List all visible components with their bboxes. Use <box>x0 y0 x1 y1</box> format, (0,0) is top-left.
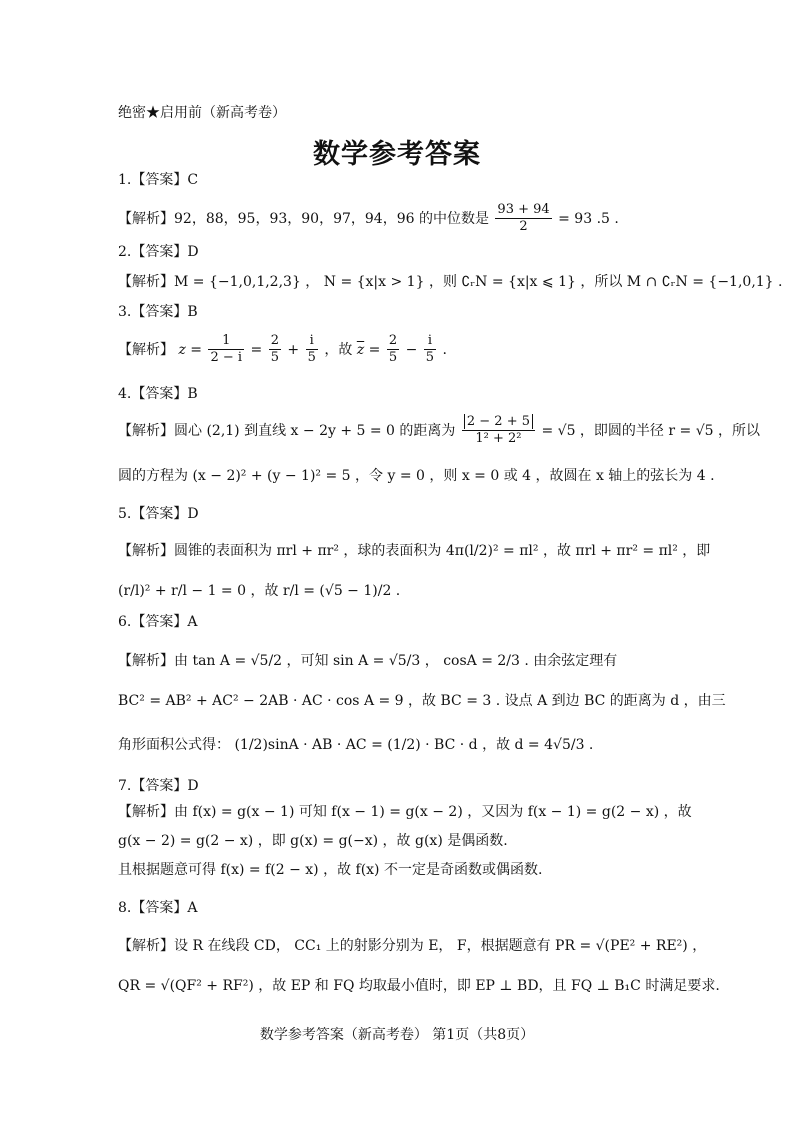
q3-f1-num: 1 <box>208 333 244 350</box>
q3-f4-num: 2 <box>387 333 399 350</box>
q4-radicand: 1² + 2² <box>475 431 522 447</box>
q6-analysis-line2: BC² = AB² + AC² − 2AB · AC · cos A = 9 ，故 BC = 3 . 设点 A 到边 BC 的距离为 d ，由三 <box>118 693 726 709</box>
q3-f2-den: 5 <box>270 350 279 366</box>
q4-analysis-line1 <box>118 414 760 448</box>
q3-f3-num: i <box>306 333 318 350</box>
q3-answer: 3.【答案】B <box>118 304 198 320</box>
q3-label: 【解析】 <box>118 341 174 358</box>
q3-zbar: $\overline{z}$ <box>356 341 365 358</box>
q7-answer: 7.【答案】D <box>118 778 199 794</box>
q1-result: = 93 .5 . <box>558 210 619 227</box>
q5-analysis-line2: (r/l)² + r/l − 1 = 0 ，故 r/l = (√5 − 1)/2 . <box>118 583 401 599</box>
q4-text-post: = √5 ，即圆的半径 r = √5 ，所以 <box>541 422 760 439</box>
q3-f5-num: i <box>424 333 436 350</box>
q3-z-eq: z = <box>178 341 203 358</box>
q7-analysis-line3: 且根据题意可得 f(x) = f(2 − x) ，故 f(x) 不一定是奇函数或偶函数. <box>118 862 543 878</box>
q3-mid: ，故 <box>324 341 357 358</box>
q3-frac-1 <box>208 333 244 367</box>
q1-text: 【解析】92，88，95，93，90，97，94，96 的中位数是 <box>118 210 489 227</box>
q4-fraction <box>462 414 535 448</box>
q6-answer: 6.【答案】A <box>118 614 198 630</box>
q1-answer: 1.【答案】C <box>118 172 199 188</box>
q7-analysis-line2: g(x − 2) = g(2 − x) ，即 g(x) = g(−x) ，故 g(x) 是偶函数. <box>118 833 508 849</box>
q3-analysis: 【解析】 z = $\frac{1}{2 - i}$ = $\frac{2}{5}$ + $\frac{i}{5}$ ，故 $\overline{z}$ = $\frac{2}{5}$ − $\frac{i}{5}$ . <box>118 333 447 366</box>
q4-frac-num <box>462 414 535 431</box>
q3-frac-5 <box>424 333 436 367</box>
q3-f3-den: 5 <box>307 350 316 366</box>
q6-analysis-line3: 角形面积公式得： (1/2)sinA · AB · AC = (1/2) · BC · d ，故 d = 4√5/3 . <box>118 737 594 753</box>
q6-analysis-line1: 【解析】由 tan A = √5/2 ，可知 sin A = √5/3 ， cosA = 2/3 . 由余弦定理有 <box>118 653 618 669</box>
page-title: 数学参考答案 <box>313 139 481 170</box>
q4-analysis-line2: 圆的方程为 (x − 2)² + (y − 1)² = 5 ，令 y = 0 ，则 x = 0 或 4 ，故圆在 x 轴上的弦长为 4 . <box>118 468 715 484</box>
q4-abs-numerator: 2 − 2 + 5 <box>464 414 533 429</box>
page-footer: 数学参考答案（新高考卷） 第1页（共8页） <box>259 1027 535 1043</box>
q3-f2-num: 2 <box>269 333 281 350</box>
q4-frac-den <box>462 431 535 447</box>
q4-answer: 4.【答案】B <box>118 386 198 402</box>
q3-f5-den: 5 <box>425 350 435 366</box>
q8-analysis-line1: 【解析】设 R 在线段 CD， CC₁ 上的射影分别为 E， F，根据题意有 PR = √(PE² + RE²) ， <box>118 938 707 954</box>
q3-f1-den: 2 − i <box>210 350 243 366</box>
q8-analysis-line2: QR = √(QF² + RF²) ，故 EP 和 FQ 均取最小值时，即 EP ⊥ BD，且 FQ ⊥ B₁C 时满足要求. <box>118 978 720 994</box>
q4-text-pre: 【解析】圆心 (2,1) 到直线 x − 2y + 5 = 0 的距离为 <box>118 422 456 439</box>
q3-frac-2 <box>269 333 281 367</box>
q1-frac-den: 2 <box>519 219 528 235</box>
q1-fraction <box>495 202 551 236</box>
q3-f4-den: 5 <box>388 350 398 366</box>
confidential-note: 绝密★启用前（新高考卷） <box>118 105 286 121</box>
q8-answer: 8.【答案】A <box>118 900 198 916</box>
q5-analysis-line1: 【解析】圆锥的表面积为 πrl + πr² ，球的表面积为 4π(l/2)² = πl² ，故 πrl + πr² = πl² ，即 <box>118 543 711 559</box>
q1-frac-num: 93 + 94 <box>495 202 551 219</box>
q1-analysis <box>118 202 619 236</box>
q3-frac-3 <box>306 333 318 367</box>
q2-analysis: 【解析】M = {−1,0,1,2,3} ， N = {x|x > 1} ，则 ∁ᵣN = {x|x ⩽ 1} ，所以 M ∩ ∁ᵣN = {−1,0,1} . <box>118 274 783 290</box>
q2-answer: 2.【答案】D <box>118 244 199 260</box>
q7-analysis-line1: 【解析】由 f(x) = g(x − 1) 可知 f(x − 1) = g(x − 2) ，又因为 f(x − 1) = g(2 − x) ，故 <box>118 804 692 820</box>
q5-answer: 5.【答案】D <box>118 506 199 522</box>
q3-frac-4 <box>387 333 399 367</box>
